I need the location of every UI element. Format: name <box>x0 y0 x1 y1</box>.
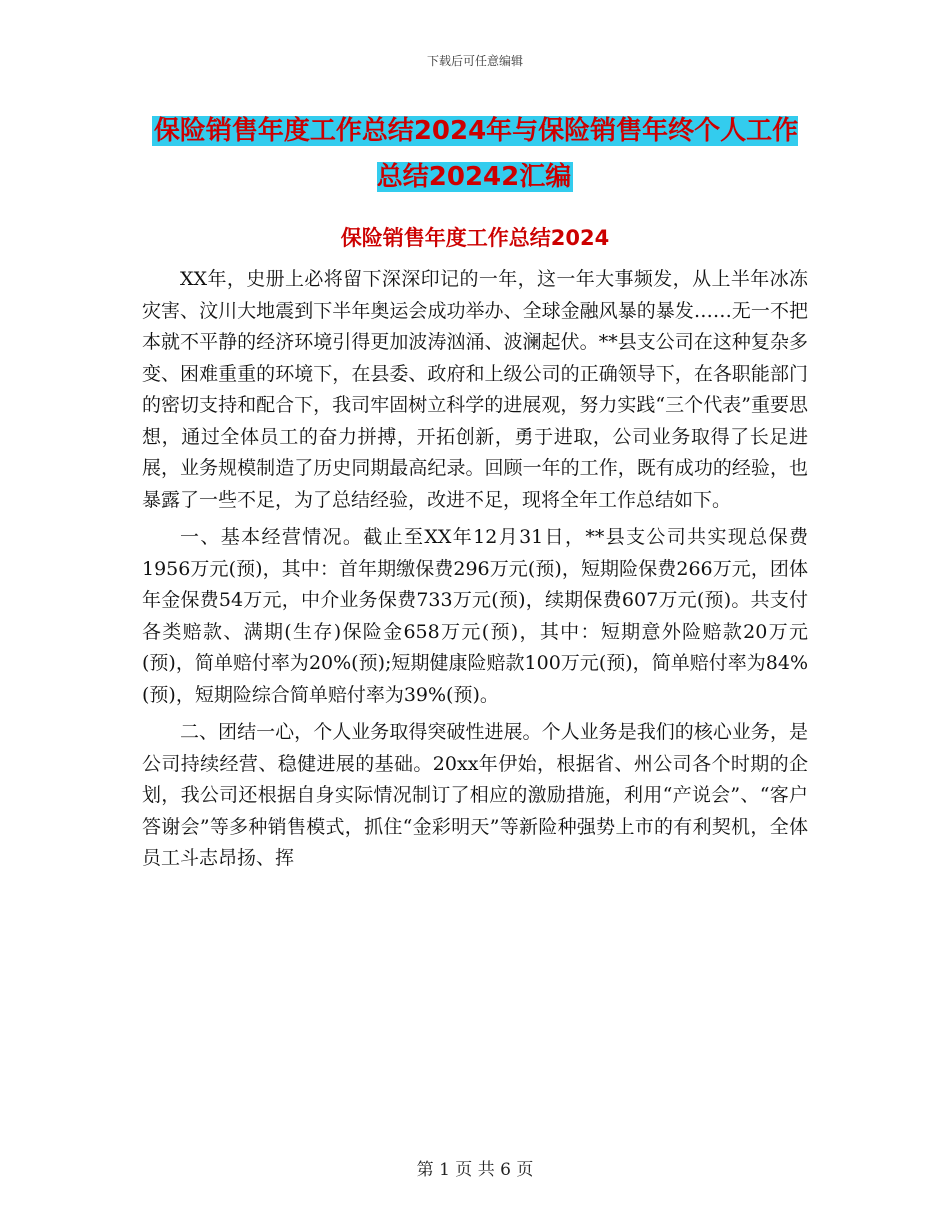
paragraph-basic-operations: 一、基本经营情况。截止至XX年12月31日，**县支公司共实现总保费1956万元(预)，其中：首年期缴保费296万元(预)，短期险保费266万元，团体年金保费54万元，中介业务保费733万元(预)，续期保费607万元(预)。共支付各类赔款、满期(生存)保险金658万元(预)，其中：短期意外险赔款20万元(预)，简单赔付率为20%(预);短期健康险赔款100万元(预)，简单赔付率为84%(预)，短期险综合简单赔付率为39%(预)。 <box>142 526 808 706</box>
document-title-highlight: 保险销售年度工作总结2024年与保险销售年终个人工作总结20242汇编 <box>153 116 799 192</box>
paragraph-intro: XX年，史册上必将留下深深印记的一年，这一年大事频发，从上半年冰冻灾害、汶川大地震到下半年奥运会成功举办、全球金融风暴的暴发……无一不把本就不平静的经济环境引得更加波涛汹涌、波澜起伏。**县支公司在这种复杂多变、困难重重的环境下，在县委、政府和上级公司的正确领导下，在各职能部门的密切支持和配合下，我司牢固树立科学的进展观，努力实践“三个代表”重要思想，通过全体员工的奋力拼搏，开拓创新，勇于进取，公司业务取得了长足进展，业务规模制造了历史同期最高纪录。回顾一年的工作，既有成功的经验，也暴露了一些不足，为了总结经验，改进不足，现将全年工作总结如下。 <box>142 268 808 511</box>
page-number: 第 1 页 共 6 页 <box>416 1160 534 1180</box>
header-note: 下载后可任意编辑 <box>426 54 523 68</box>
paragraph-personal-business: 二、团结一心，个人业务取得突破性进展。个人业务是我们的核心业务，是公司持续经营、稳健进展的基础。20xx年伊始，根据省、州公司各个时期的企划，我公司还根据自身实际情况制订了相应的激励措施，利用“产说会”、“客户答谢会”等多种销售模式，抓住“金彩明天”等新险种强势上市的有利契机，全体员工斗志昂扬、挥 <box>142 721 808 869</box>
section-title: 保险销售年度工作总结2024 <box>340 226 610 250</box>
document-title <box>142 108 808 200</box>
document-body <box>142 264 808 881</box>
